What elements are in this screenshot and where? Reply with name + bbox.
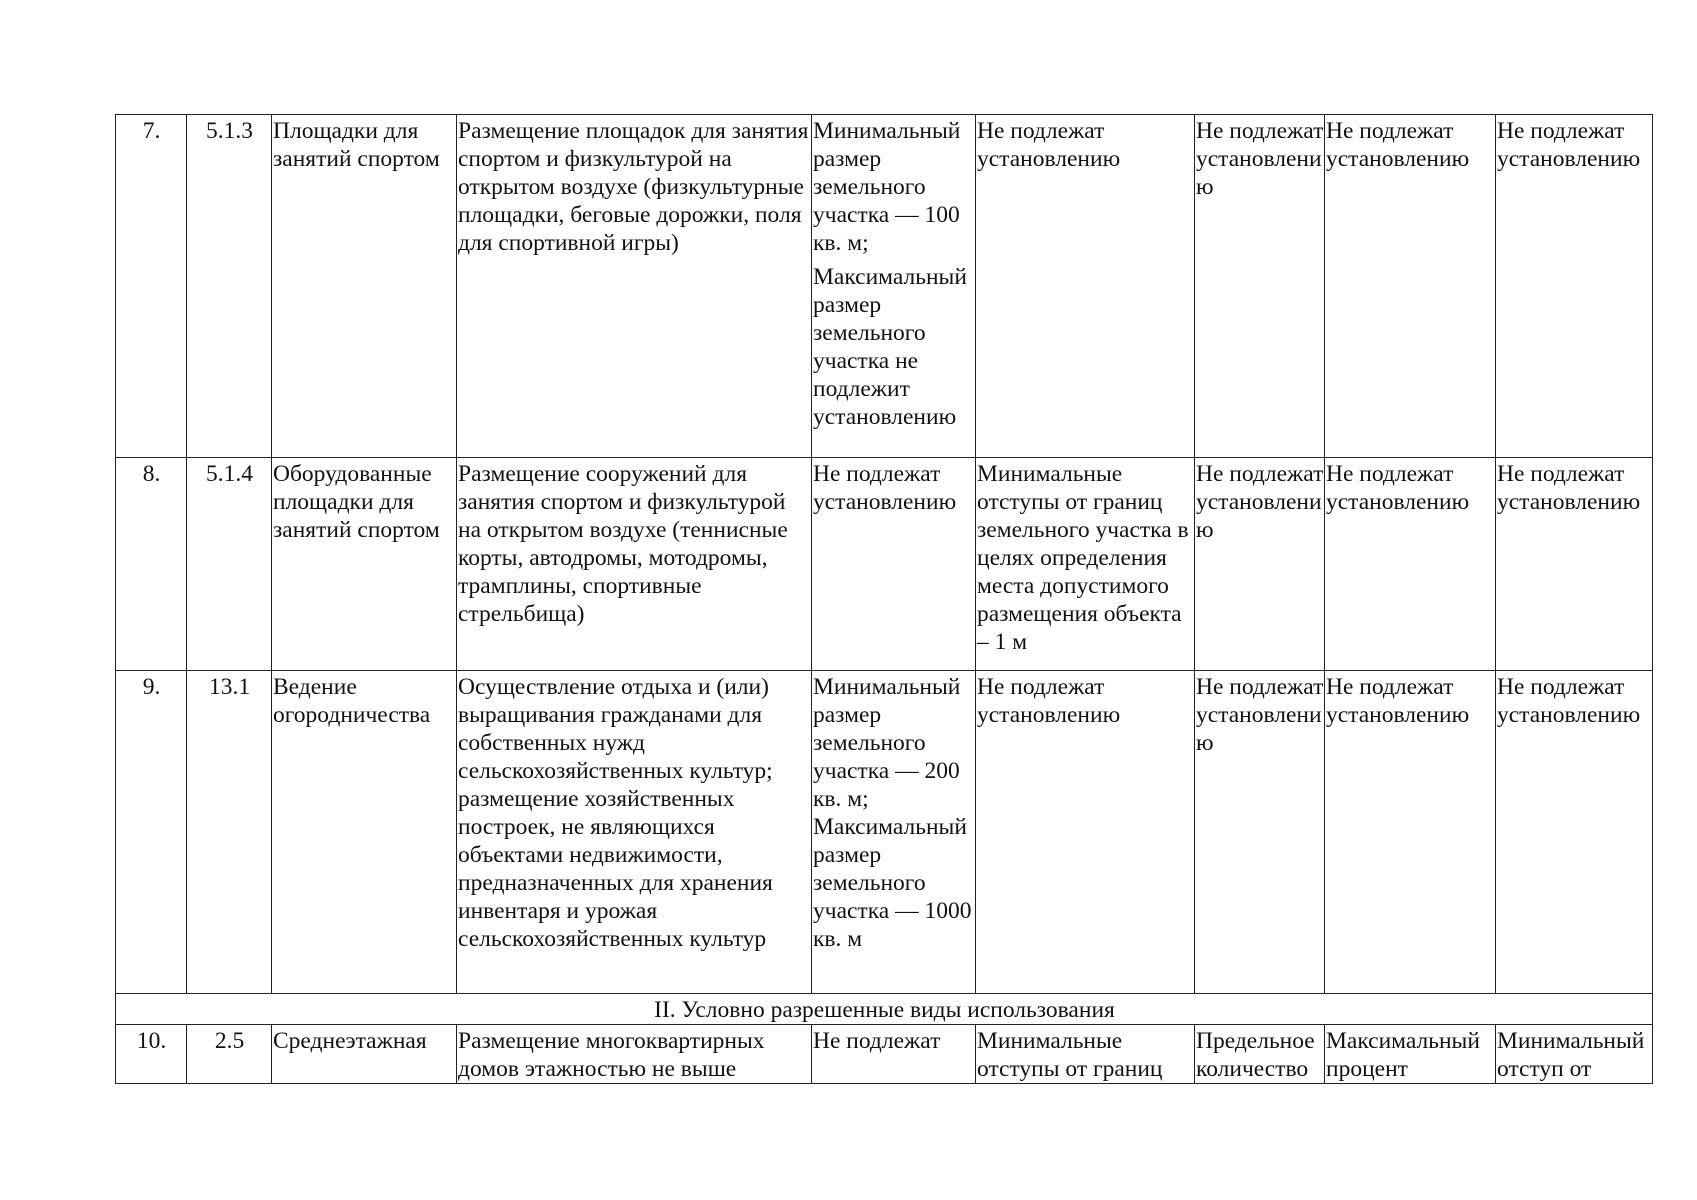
row-number: 10.: [116, 1025, 187, 1084]
use-name: Ведение огородничества: [272, 671, 457, 994]
other-params: Не подлежат установлению: [1496, 458, 1653, 671]
section-header-row: [116, 994, 1653, 1025]
use-name: Оборудованные площадки для занятий спортом: [272, 458, 457, 671]
row-number: 8.: [116, 458, 187, 671]
other-params: Не подлежат установлению: [1496, 115, 1653, 458]
use-code: 13.1: [187, 671, 272, 994]
plot-size-min: Минимальный размер земельного участка — 100 кв. м;: [813, 118, 961, 256]
use-description: Осуществление отдыха и (или) выращивания гражданами для собственных нужд сельскохозяйственных культур; размещение хозяйственных построек, не являющихся объектами недвижимости, предназначенных для хранения инвентаря и урожая сельскохозяйственных культур: [457, 671, 812, 994]
use-description: Размещение площадок для занятия спортом и физкультурой на открытом воздухе (физкультурные площадки, беговые дорожки, поля для спортивной игры): [457, 115, 812, 458]
table-row: [116, 115, 1653, 458]
plot-size-cell: [812, 115, 976, 458]
plot-size-max: Максимальный размер земельного участка не подлежит установлению: [813, 264, 967, 430]
use-code: 5.1.4: [187, 458, 272, 671]
use-description: Размещение сооружений для занятия спортом и физкультурой на открытом воздухе (теннисные корты, автодромы, мотодромы, трамплины, спортивные стрельбища): [457, 458, 812, 671]
coverage: Максимальный процент: [1325, 1025, 1496, 1084]
other-params: Не подлежат установлению: [1496, 671, 1653, 994]
use-code: 2.5: [187, 1025, 272, 1084]
floors: Предельное количество: [1195, 1025, 1325, 1084]
setbacks: Минимальные отступы от границ: [976, 1025, 1195, 1084]
row-number: 9.: [116, 671, 187, 994]
setbacks: Минимальные отступы от границ земельного участка в целях определения места допустимого размещения объекта – 1 м: [976, 458, 1195, 671]
table-row: [116, 1025, 1653, 1084]
table-row: [116, 671, 1653, 994]
table-row: [116, 458, 1653, 671]
row-number: 7.: [116, 115, 187, 458]
land-use-table: [115, 114, 1653, 1084]
coverage: Не подлежат установлению: [1325, 671, 1496, 994]
plot-size: Минимальный размер земельного участка — 200 кв. м; Максимальный размер земельного участка — 1000 кв. м: [812, 671, 976, 994]
use-description: Размещение многоквартирных домов этажностью не выше: [457, 1025, 812, 1084]
other-params: Минимальный отступ от: [1496, 1025, 1653, 1084]
use-name: Площадки для занятий спортом: [272, 115, 457, 458]
section-title: II. Условно разрешенные виды использования: [116, 994, 1653, 1025]
floors: Не подлежат установлению: [1195, 458, 1325, 671]
coverage: Не подлежат установлению: [1325, 458, 1496, 671]
plot-size: Не подлежат установлению: [812, 458, 976, 671]
plot-size: Не подлежат: [812, 1025, 976, 1084]
floors: Не подлежат установлению: [1195, 115, 1325, 458]
use-code: 5.1.3: [187, 115, 272, 458]
setbacks: Не подлежат установлению: [976, 671, 1195, 994]
floors: Не подлежат установлению: [1195, 671, 1325, 994]
use-name: Среднеэтажная: [272, 1025, 457, 1084]
setbacks: Не подлежат установлению: [976, 115, 1195, 458]
coverage: Не подлежат установлению: [1325, 115, 1496, 458]
